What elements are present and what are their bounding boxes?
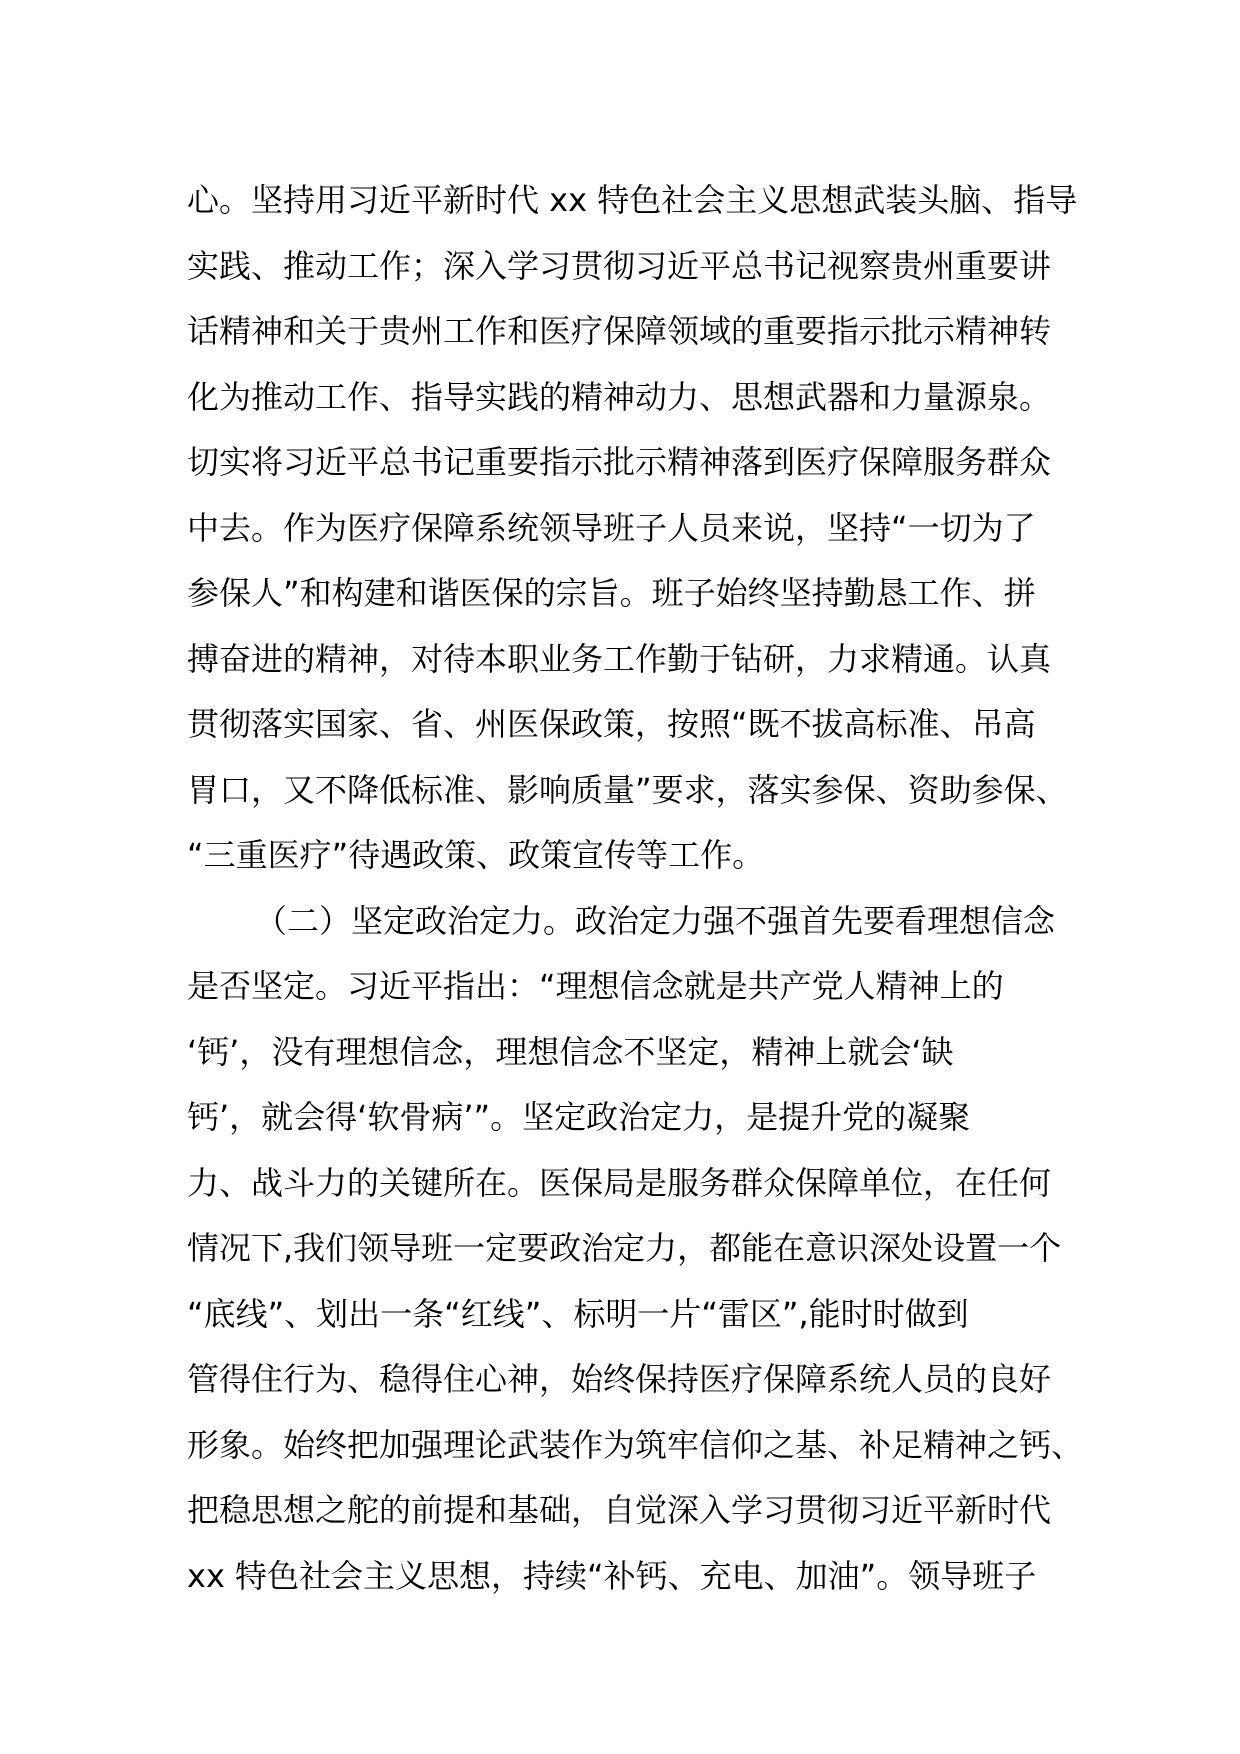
text-line: 心。坚持用习近平新时代 xx 特色社会主义思想武装头脑、指导 [187,181,1078,219]
text-line: 胃口，又不降低标准、影响质量”要求，落实参保、资助参保、 [187,770,1068,809]
text-line: 话精神和关于贵州工作和医疗保障领域的重要指示批示精神转 [187,312,1052,350]
text-line: 参保人”和构建和谐医保的宗旨。班子始终坚持勤恳工作、拼 [187,574,1036,612]
text-line: xx 特色社会主义思想，持续“补钙、充电、加油”。领导班子 [187,1556,1037,1595]
text-line: “三重医疗”待遇政策、政策宣传等工作。 [187,836,765,874]
text-line: 实践、推动工作；深入学习贯彻习近平总书记视察贵州重要讲 [187,246,1052,285]
text-line: 切实将习近平总书记重要指示批示精神落到医疗保障服务群众 [187,443,1052,481]
text-line: 钙’，就会得‘软骨病’”。坚定政治定力，是提升党的凝聚 [187,1098,971,1136]
text-line: 形象。始终把加强理论武装作为筑牢信仰之基、补足精神之钙、 [187,1425,1084,1464]
text-line: 化为推动工作、指导实践的精神动力、思想武器和力量源泉。 [187,377,1052,416]
text-line: 贯彻落实国家、省、州医保政策，按照“既不拔高标准、吊高 [187,705,1036,743]
text-line: 情况下,我们领导班一定要政治定力，都能在意识深处设置一个 [187,1229,1062,1267]
text-line: 力、战斗力的关键所在。医保局是服务群众保障单位，在任何 [187,1163,1052,1202]
text-line: 搏奋进的精神，对待本职业务工作勤于钻研，力求精通。认真 [187,639,1052,678]
section-heading-line: （二）坚定政治定力。政治定力强不强首先要看理想信念 [255,901,1056,940]
text-line: 管得住行为、稳得住心神，始终保持医疗保障系统人员的良好 [187,1360,1052,1398]
text-line: “底线”、划出一条“红线”、标明一片“雷区”,能时时做到 [187,1294,969,1333]
text-line: 中去。作为医疗保障系统领导班子人员来说，坚持“一切为了 [187,508,1036,547]
document-body [187,168,1084,1609]
text-line: 把稳思想之舵的前提和基础，自觉深入学习贯彻习近平新时代 [187,1491,1052,1529]
text-line: 是否坚定。习近平指出：“理想信念就是共产党人精神上的 [187,967,1004,1005]
text-line: ‘钙’，没有理想信念，理想信念不坚定，精神上就会‘缺 [187,1032,954,1071]
